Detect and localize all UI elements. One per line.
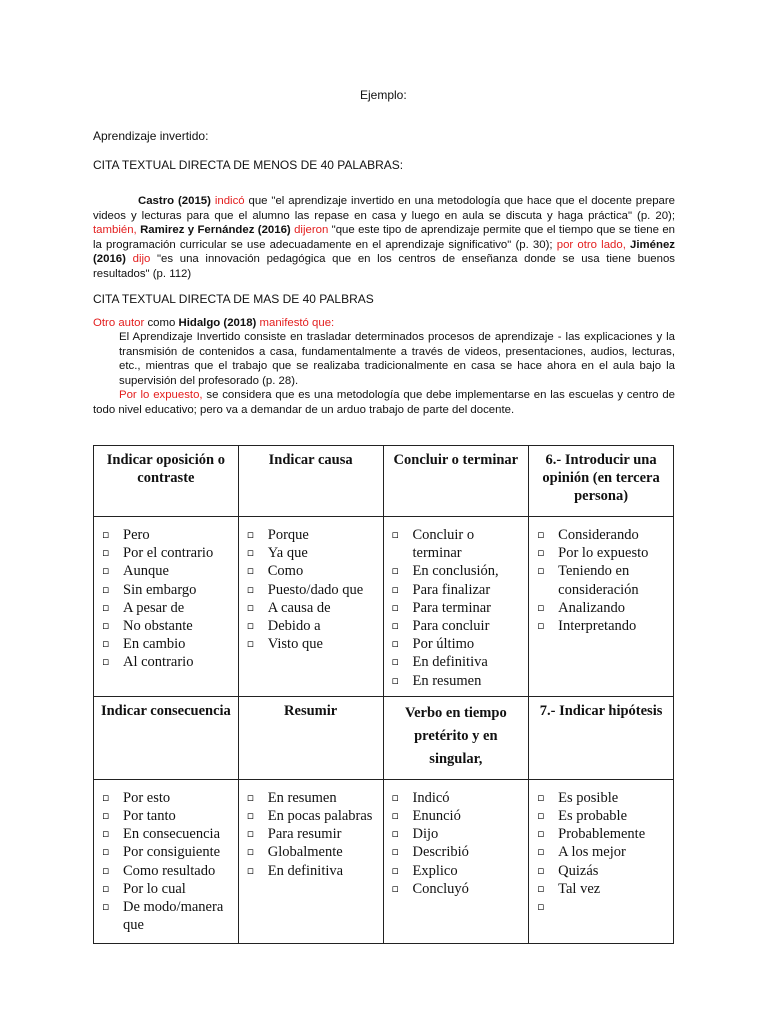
cell-oposicion [94, 517, 239, 697]
list-item: ▫ Puesto/dado que [247, 581, 379, 599]
list-item: ▫ No obstante [102, 617, 234, 635]
header-opinion: 6.- Introducir una opinión (en tercera persona) [529, 446, 674, 517]
list-item: ▫ A los mejor [537, 843, 669, 861]
lead-text: como [144, 317, 179, 329]
list-item: ▫ Al contrario [102, 653, 234, 671]
list-item: ▫ Concluir o terminar [392, 526, 525, 562]
list-item: ▫ A pesar de [102, 599, 234, 617]
connectors-table [93, 445, 674, 944]
list-item: ▫ Concluyó [392, 880, 525, 898]
topic-label: Aprendizaje invertido: [93, 129, 209, 143]
list-item: ▫ Por lo expuesto [537, 544, 669, 562]
list-item: ▫ Es probable [537, 807, 669, 825]
header-hipotesis: 7.- Indicar hipótesis [529, 696, 674, 779]
conclusion-connector: Por lo expuesto, [119, 389, 203, 401]
cell-resumir [238, 779, 383, 943]
list-item: ▫ Explico [392, 862, 525, 880]
list-item: ▫ Porque [247, 526, 379, 544]
section1-title: CITA TEXTUAL DIRECTA DE MENOS DE 40 PALABRAS: [93, 158, 404, 172]
page-heading: Ejemplo: [360, 88, 407, 102]
list-item: ▫ En resumen [247, 789, 379, 807]
header-resumir: Resumir [238, 696, 383, 779]
list-item: ▫ Por el contrario [102, 544, 234, 562]
block-quote: El Aprendizaje Invertido consiste en trasladar determinados procesos de aprendizaje - las explicaciones y la transmisión de contenidos a casa, fundamentalmente a través de videos, presentaciones, audios, lecturas, etc., mientras que el trabajo que se realizaba tradicionalmente en casa se hace ahora en el aula bajo la supervisión del profesorado (p. 28). [119, 331, 675, 387]
verb-dijo: dijo [132, 253, 151, 266]
list-item: ▫ Analizando [537, 599, 669, 617]
list-item: ▫ Por lo cual [102, 880, 234, 898]
conclusion-text: se considera que es una metodología que debe implementarse en las escuelas y centro de todo nivel educativo; pero va a demandar de un arduo trabajo de parte del docente. [93, 389, 675, 416]
list-item: ▫ Por consiguiente [102, 843, 234, 861]
section2-title: CITA TEXTUAL DIRECTA DE MAS DE 40 PALBRAS [93, 292, 374, 306]
verb-manifesto: manifestó que: [259, 317, 335, 329]
list-item: ▫ Ya que [247, 544, 379, 562]
list-item: ▫ En cambio [102, 635, 234, 653]
list-item: ▫ Dijo [392, 825, 525, 843]
list-item: ▫ Para resumir [247, 825, 379, 843]
list-item: ▫ En conclusión, [392, 562, 525, 580]
header-consecuencia: Indicar consecuencia [94, 696, 239, 779]
cell-causa [238, 517, 383, 697]
list-item: ▫ Describió [392, 843, 525, 861]
list-item: ▫ En definitiva [247, 862, 379, 880]
conclusion-paragraph [93, 388, 675, 417]
long-quote-intro [93, 316, 675, 331]
lead-otro-autor: Otro autor [93, 317, 145, 329]
list-item: ▫ Para concluir [392, 617, 525, 635]
list-item: ▫ Interpretando [537, 617, 669, 635]
author-jimenez: Jiménez (2016) [93, 238, 675, 266]
list-item: ▫ Para finalizar [392, 581, 525, 599]
verb-dijeron: dijeron [294, 224, 329, 237]
list-item: ▫ Teniendo en consideración [537, 562, 669, 598]
list-item: ▫ Tal vez [537, 880, 669, 898]
list-item: ▫ Como resultado [102, 862, 234, 880]
connector-tambien: también, [93, 224, 137, 237]
table-header-row-1 [94, 446, 674, 517]
list-item: ▫ Es posible [537, 789, 669, 807]
list-item: ▫ Sin embargo [102, 581, 234, 599]
list-item: ▫ Por tanto [102, 807, 234, 825]
header-verbo: Verbo en tiempo pretérito y en singular, [383, 696, 529, 779]
header-concluir: Concluir o terminar [383, 446, 529, 517]
list-item: ▫ En resumen [392, 672, 525, 690]
quote-ramirez: "que este tipo de aprendizaje permite que el tiempo que se tiene en la programación curricular se use adecuadamente en el aprendizaje significativo" (p. 30); [93, 224, 675, 251]
list-item [537, 898, 669, 916]
list-item: ▫ En definitiva [392, 653, 525, 671]
connector-por-otro-lado: por otro lado, [556, 238, 626, 251]
cell-consecuencia [94, 779, 239, 943]
list-item: ▫ Indicó [392, 789, 525, 807]
table-header-row-2 [94, 696, 674, 779]
author-castro: Castro (2015) [138, 195, 211, 207]
header-oposicion: Indicar oposición o contraste [94, 446, 239, 517]
list-item: ▫ Considerando [537, 526, 669, 544]
cell-opinion [529, 517, 674, 697]
short-quote-paragraph [93, 194, 675, 282]
author-hidalgo: Hidalgo (2018) [178, 317, 257, 329]
list-item: ▫ Por esto [102, 789, 234, 807]
header-causa: Indicar causa [238, 446, 383, 517]
quote-jimenez: "es una innovación pedagógica que en los centros de enseñanza donde se usa tiene buenos resultados" (p. 112) [93, 253, 675, 280]
cell-hipotesis [529, 779, 674, 943]
list-item: ▫ Para terminar [392, 599, 525, 617]
list-item: ▫ Visto que [247, 635, 379, 653]
list-item: ▫ Probablemente [537, 825, 669, 843]
list-item: ▫ Aunque [102, 562, 234, 580]
cell-verbo [383, 779, 529, 943]
table-list-row-1 [94, 517, 674, 697]
list-item: ▫ En consecuencia [102, 825, 234, 843]
list-item: ▫ Enunció [392, 807, 525, 825]
list-item: ▫ En pocas palabras [247, 807, 379, 825]
cell-concluir [383, 517, 529, 697]
author-ramirez: Ramirez y Fernández (2016) [140, 224, 291, 237]
list-item: ▫ Globalmente [247, 843, 379, 861]
list-item: ▫ Quizás [537, 862, 669, 880]
list-item: ▫ De modo/manera que [102, 898, 234, 934]
verb-indico: indicó [214, 195, 245, 207]
list-item: ▫ Como [247, 562, 379, 580]
list-item: ▫ A causa de [247, 599, 379, 617]
list-item: ▫ Debido a [247, 617, 379, 635]
list-item: ▫ Pero [102, 526, 234, 544]
list-item: ▫ Por último [392, 635, 525, 653]
quote-castro: que "el aprendizaje invertido en una metodología que hace que el docente prepare videos y lecturas para que el alumno las repase en casa y luego en aula se discuta y haga práctica" (p. 20); [93, 195, 676, 222]
table-list-row-2 [94, 779, 674, 943]
